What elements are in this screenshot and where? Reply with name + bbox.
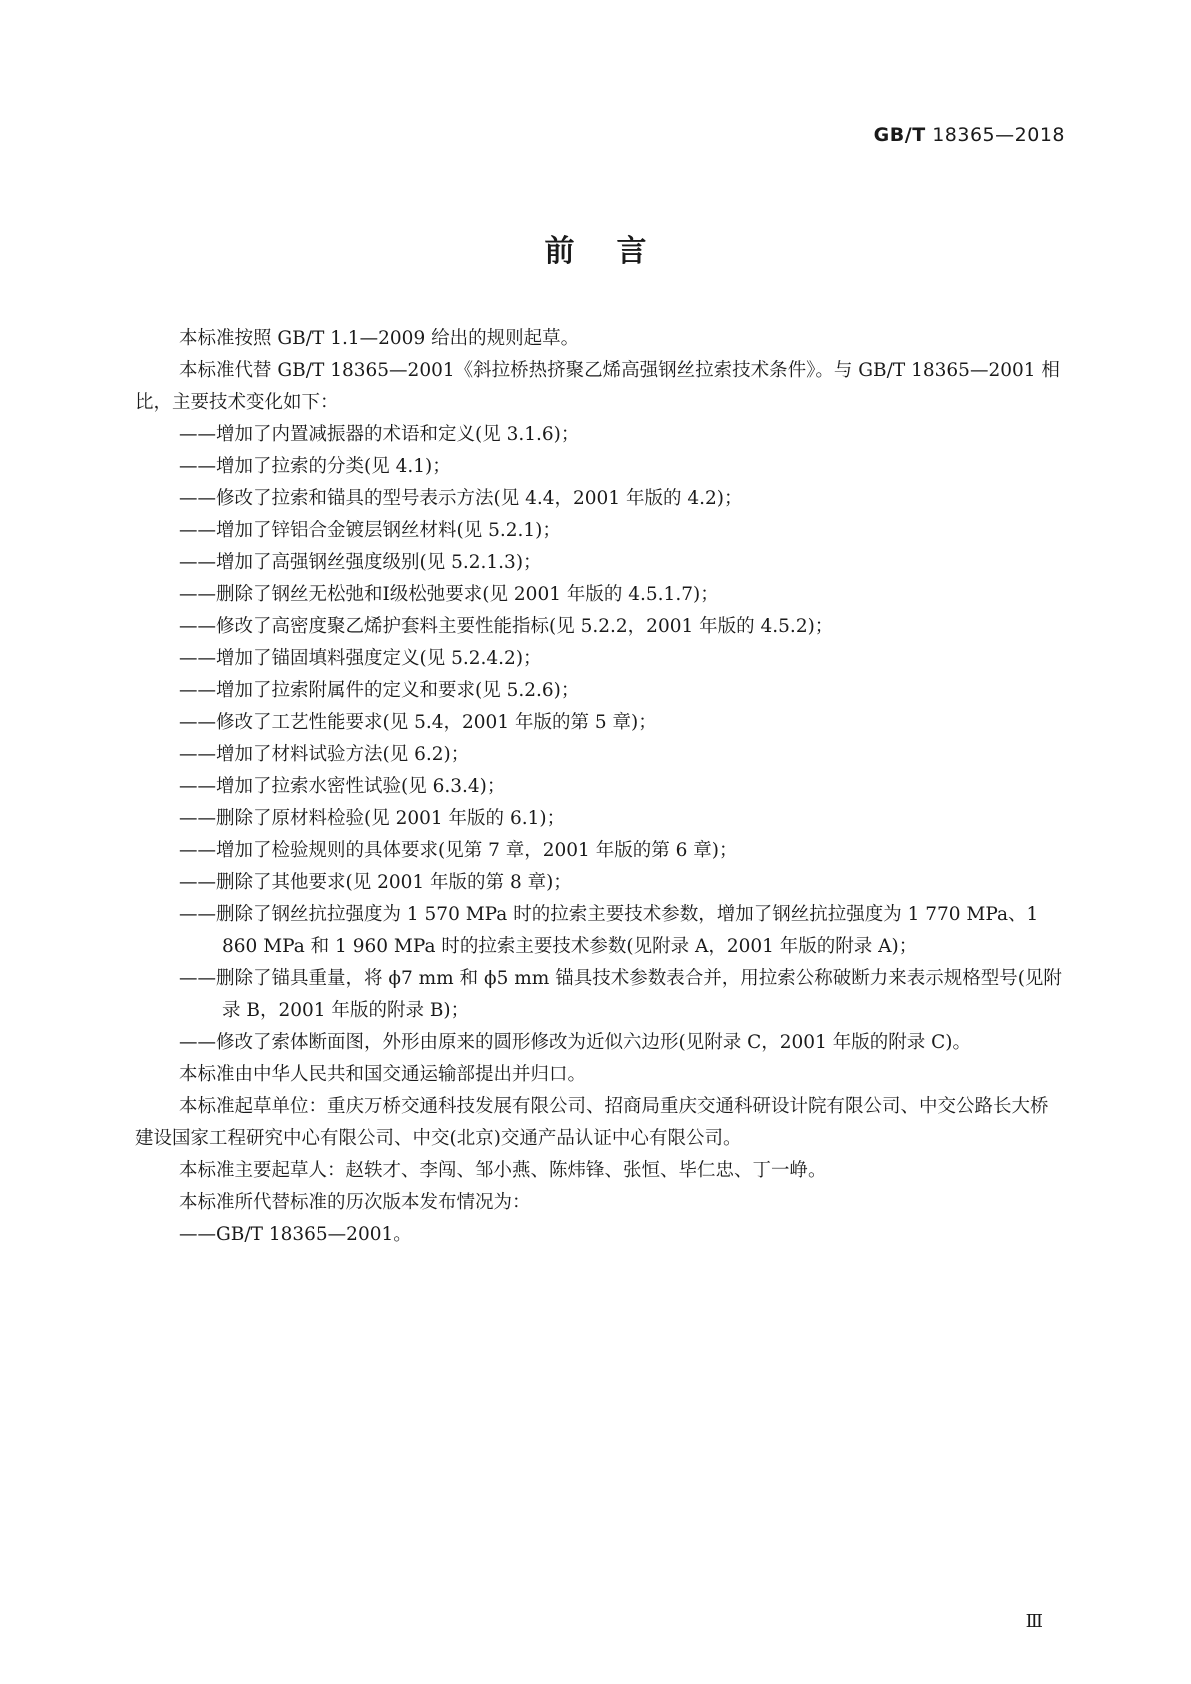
change-item: ——删除了钢丝无松弛和Ⅰ级松弛要求(见 2001 年版的 4.5.1.7)； [179,584,719,605]
change-item: ——增加了内置减振器的术语和定义(见 3.1.6)； [179,424,580,445]
standard-code [874,124,1065,146]
page-title: 前言 [544,234,689,269]
change-item: ——修改了索体断面图，外形由原来的圆形修改为近似六边形(见附录 C，2001 年版的附录 C)。 [179,1032,971,1053]
closing-paragraph: 本标准起草单位：重庆万桥交通科技发展有限公司、招商局重庆交通科研设计院有限公司、中交公路长大桥建设国家工程研究中心有限公司、中交(北京)交通产品认证中心有限公司。 [135,1096,1049,1149]
change-item: ——删除了钢丝抗拉强度为 1 570 MPa 时的拉索主要技术参数，增加了钢丝抗拉强度为 1 770 MPa、1 860 MPa 和 1 960 MPa 时的拉索主要技术参数(见附录 A，2001 年版的附录 A)； [179,904,1039,957]
change-item: ——增加了高强钢丝强度级别(见 5.2.1.3)； [179,552,542,573]
change-item: ——删除了其他要求(见 2001 年版的第 8 章)； [179,872,572,893]
change-item: ——删除了原材料检验(见 2001 年版的 6.1)； [179,808,566,829]
change-item: ——增加了拉索的分类(见 4.1)； [179,456,451,477]
change-item: ——修改了工艺性能要求(见 5.4，2001 年版的第 5 章)； [179,712,657,733]
closing-paragraph: 本标准主要起草人：赵轶才、李闯、邹小燕、陈炜锋、张恒、毕仁忠、丁一峥。 [179,1160,827,1181]
standard-code-number: 18365—2018 [932,124,1065,146]
change-item: ——增加了检验规则的具体要求(见第 7 章，2001 年版的第 6 章)； [179,840,738,861]
page-number: Ⅲ [1025,1611,1043,1632]
change-item: ——修改了拉索和锚具的型号表示方法(见 4.4，2001 年版的 4.2)； [179,488,743,509]
closing-paragraph: 本标准所代替标准的历次版本发布情况为： [179,1192,531,1213]
document-body [135,323,1065,1251]
change-item: ——修改了高密度聚乙烯护套料主要性能指标(见 5.2.2，2001 年版的 4.5.2)； [179,616,834,637]
intro-paragraph: 本标准代替 GB/T 18365—2001《斜拉桥热挤聚乙烯高强钢丝拉索技术条件》。与 GB/T 18365—2001 相比，主要技术变化如下： [135,360,1060,413]
history-item: ——GB/T 18365—2001。 [179,1224,412,1245]
intro-paragraph: 本标准按照 GB/T 1.1—2009 给出的规则起草。 [179,328,580,349]
standard-code-prefix: GB/T [873,124,926,146]
closing-paragraph: 本标准由中华人民共和国交通运输部提出并归口。 [179,1064,587,1085]
change-item: ——增加了锚固填料强度定义(见 5.2.4.2)； [179,648,542,669]
change-item: ——增加了锌铝合金镀层钢丝材料(见 5.2.1)； [179,520,561,541]
change-item: ——删除了锚具重量，将 ϕ7 mm 和 ϕ5 mm 锚具技术参数表合并，用拉索公称破断力来表示规格型号(见附录 B，2001 年版的附录 B)； [179,968,1062,1021]
change-item: ——增加了材料试验方法(见 6.2)； [179,744,470,765]
change-item: ——增加了拉索水密性试验(见 6.3.4)； [179,776,506,797]
change-item: ——增加了拉索附属件的定义和要求(见 5.2.6)； [179,680,580,701]
